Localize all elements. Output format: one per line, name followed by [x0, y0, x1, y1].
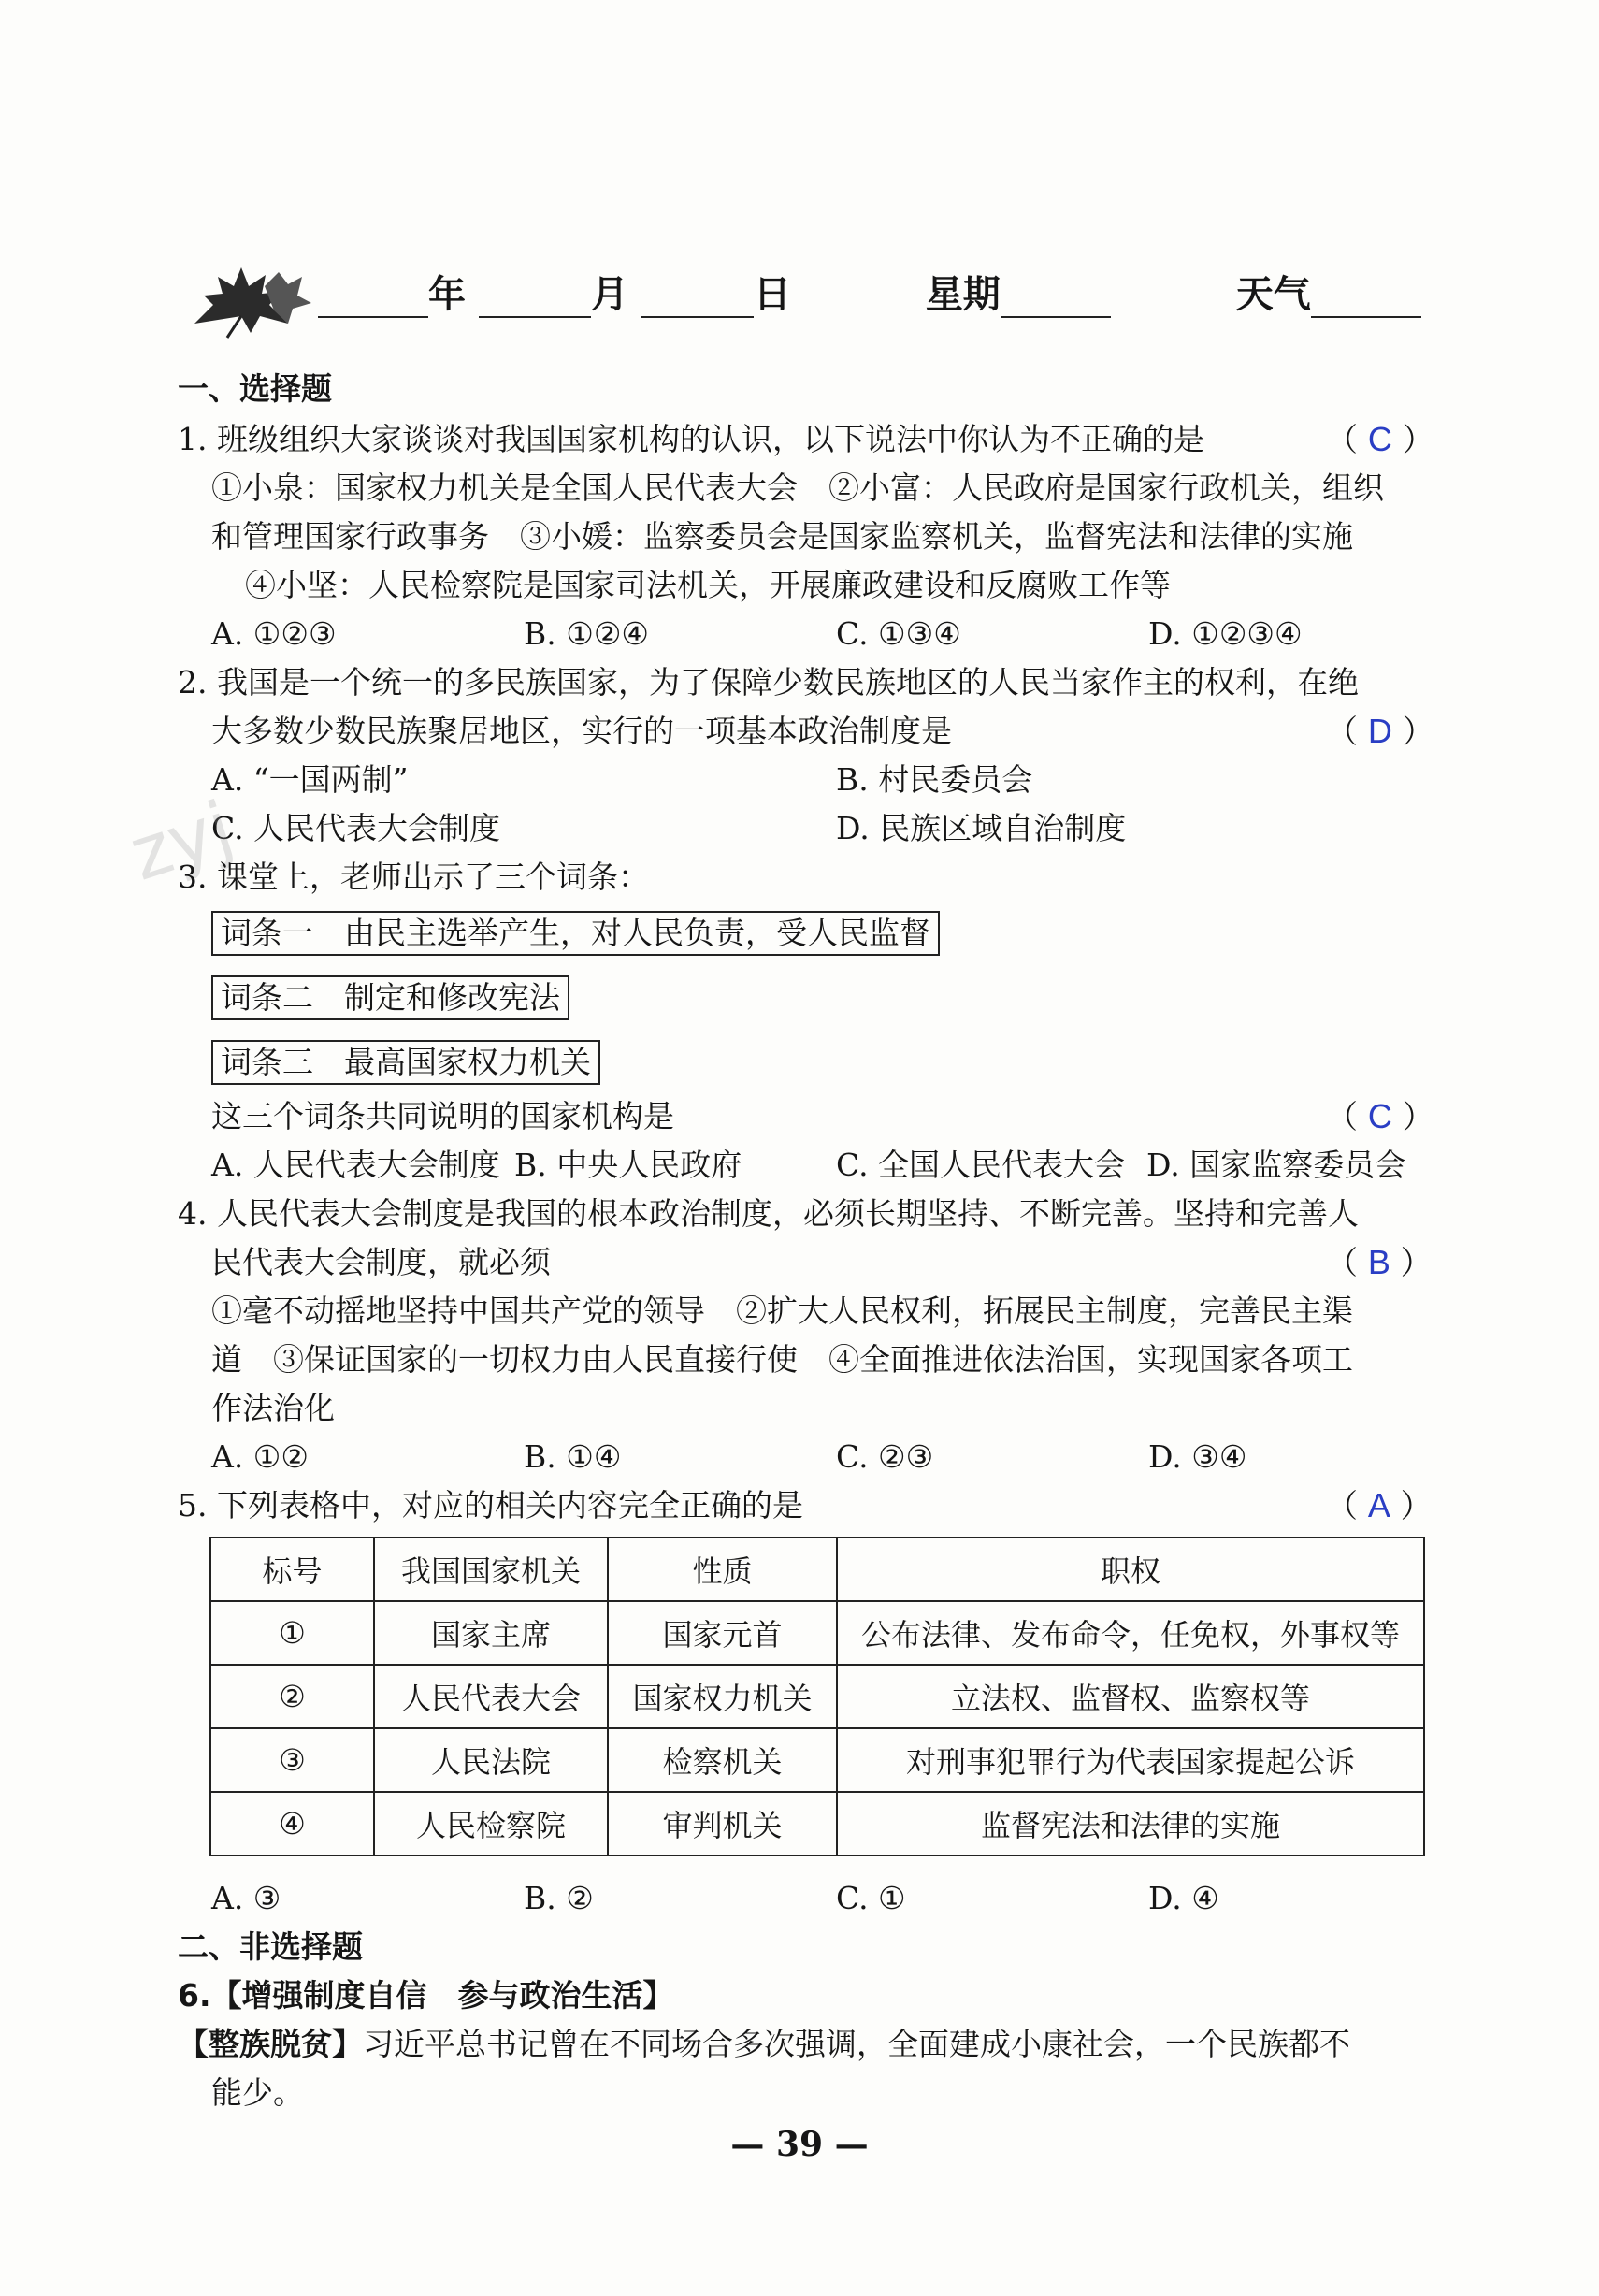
q4-answer: （ B ） [1326, 1243, 1433, 1282]
table-cell: 检察机关 [608, 1728, 837, 1792]
q6-line2: 能少。 [211, 2074, 304, 2111]
q2-line2: 大多数少数民族聚居地区，实行的一项基本政治制度是 [211, 713, 952, 749]
q4-line5: 作法治化 [211, 1390, 335, 1426]
maple-leaf-icon [176, 249, 316, 342]
q3-option-c: C. 全国人民代表大会 [836, 1147, 1126, 1183]
weekday-blank [1001, 284, 1111, 318]
table-cell: 审判机关 [608, 1792, 837, 1856]
q4-option-d: D. ③④ [1148, 1438, 1247, 1475]
table-cell: 人民检察院 [374, 1792, 608, 1856]
q1-stem: 1. 班级组织大家谈谈对我国国家机构的认识，以下说法中你认为不正确的是 [178, 421, 1204, 457]
q2-answer: （ D ） [1326, 712, 1434, 751]
table-header: 性质 [608, 1538, 837, 1601]
year-blank [318, 284, 428, 318]
q1-answer: （ C ） [1326, 420, 1434, 459]
q5-option-a: A. ③ [211, 1880, 281, 1916]
weather-blank [1311, 284, 1421, 318]
q1-option-a: A. ①②③ [211, 615, 337, 652]
table-cell: ④ [210, 1792, 374, 1856]
q1-option-b: B. ①②④ [524, 615, 649, 652]
date-header: 年 月 日 星期 天气 [318, 271, 1421, 318]
table-cell: 人民代表大会 [374, 1665, 608, 1728]
table-header: 标号 [210, 1538, 374, 1601]
q2-option-a: A. “一国两制” [211, 761, 409, 798]
table-row [210, 1728, 1424, 1792]
q1-line2: ①小泉：国家权力机关是全国人民代表大会 ②小富：人民政府是国家行政机关，组织 [211, 469, 1384, 506]
table-row [210, 1792, 1424, 1856]
q6-title: 6.【增强制度自信 参与政治生活】 [178, 1977, 674, 2014]
watermark: zyj [120, 786, 244, 898]
q4-stem: 4. 人民代表大会制度是我国的根本政治制度，必须长期坚持、不断完善。坚持和完善人 [178, 1195, 1359, 1232]
q4-line2: 民代表大会制度，就必须 [211, 1244, 551, 1280]
q3-option-d: D. 国家监察委员会 [1146, 1147, 1406, 1183]
q2-option-d: D. 民族区域自治制度 [836, 810, 1127, 846]
q4-line4: 道 ③保证国家的一切权力由人民直接行使 ④全面推进依法治国，实现国家各项工 [211, 1341, 1353, 1378]
q4-option-a: A. ①② [211, 1438, 309, 1475]
q2-stem: 2. 我国是一个统一的多民族国家，为了保障少数民族地区的人民当家作主的权利，在绝 [178, 664, 1359, 700]
q5-stem: 5. 下列表格中，对应的相关内容完全正确的是 [178, 1487, 803, 1523]
table-row [210, 1601, 1424, 1665]
q1-line3: 和管理国家行政事务 ③小媛：监察委员会是国家监察机关，监督宪法和法律的实施 [211, 518, 1353, 555]
table-cell: 公布法律、发布命令，任免权，外事权等 [837, 1601, 1424, 1665]
day-blank [641, 284, 754, 318]
table-cell: ① [210, 1601, 374, 1665]
q3-option-a: A. 人民代表大会制度 [211, 1147, 500, 1183]
q2-option-c: C. 人民代表大会制度 [211, 810, 501, 846]
q5-option-b: B. ② [524, 1880, 594, 1916]
q4-option-b: B. ①④ [524, 1438, 622, 1475]
q3-stem: 3. 课堂上，老师出示了三个词条： [178, 859, 649, 895]
q5-option-c: C. ① [836, 1880, 906, 1916]
table-cell: 国家主席 [374, 1601, 608, 1665]
q3-answer: （ C ） [1326, 1097, 1434, 1136]
month-blank [479, 284, 591, 318]
q5-answer: （ A ） [1326, 1486, 1433, 1525]
q3-option-b: B. 中央人民政府 [514, 1147, 742, 1183]
q3-entry-3: 词条三 最高国家权力机关 [211, 1040, 600, 1085]
table-cell: 监督宪法和法律的实施 [837, 1792, 1424, 1856]
q6-text: 【整族脱贫】习近平总书记曾在不同场合多次强调，全面建成小康社会，一个民族都不 [178, 2026, 1350, 2062]
q3-ask: 这三个词条共同说明的国家机构是 [211, 1098, 674, 1134]
table-header: 职权 [837, 1538, 1424, 1601]
section-1-title: 一、选择题 [178, 370, 332, 407]
table-cell: ③ [210, 1728, 374, 1792]
q1-option-c: C. ①③④ [836, 615, 961, 652]
q4-line3: ①毫不动摇地坚持中国共产党的领导 ②扩大人民权利，拓展民主制度，完善民主渠 [211, 1292, 1353, 1329]
section-2-title: 二、非选择题 [178, 1928, 363, 1965]
q1-line4: ④小坚：人民检察院是国家司法机关，开展廉政建设和反腐败工作等 [245, 567, 1171, 603]
table-cell: 立法权、监督权、监察权等 [837, 1665, 1424, 1728]
table-header: 我国国家机关 [374, 1538, 608, 1601]
page-number: — 39 — [730, 2125, 869, 2164]
table-cell: ② [210, 1665, 374, 1728]
q4-option-c: C. ②③ [836, 1438, 934, 1475]
q3-entry-1: 词条一 由民主选举产生，对人民负责，受人民监督 [211, 911, 940, 956]
q5-table [209, 1537, 1425, 1856]
q5-option-d: D. ④ [1148, 1880, 1219, 1916]
table-row [210, 1665, 1424, 1728]
table-cell: 国家元首 [608, 1601, 837, 1665]
table-cell: 国家权力机关 [608, 1665, 837, 1728]
q2-option-b: B. 村民委员会 [836, 761, 1033, 798]
q3-entry-2: 词条二 制定和修改宪法 [211, 975, 569, 1020]
q1-option-d: D. ①②③④ [1148, 615, 1303, 652]
table-cell: 对刑事犯罪行为代表国家提起公诉 [837, 1728, 1424, 1792]
table-cell: 人民法院 [374, 1728, 608, 1792]
table-header-row [210, 1538, 1424, 1601]
